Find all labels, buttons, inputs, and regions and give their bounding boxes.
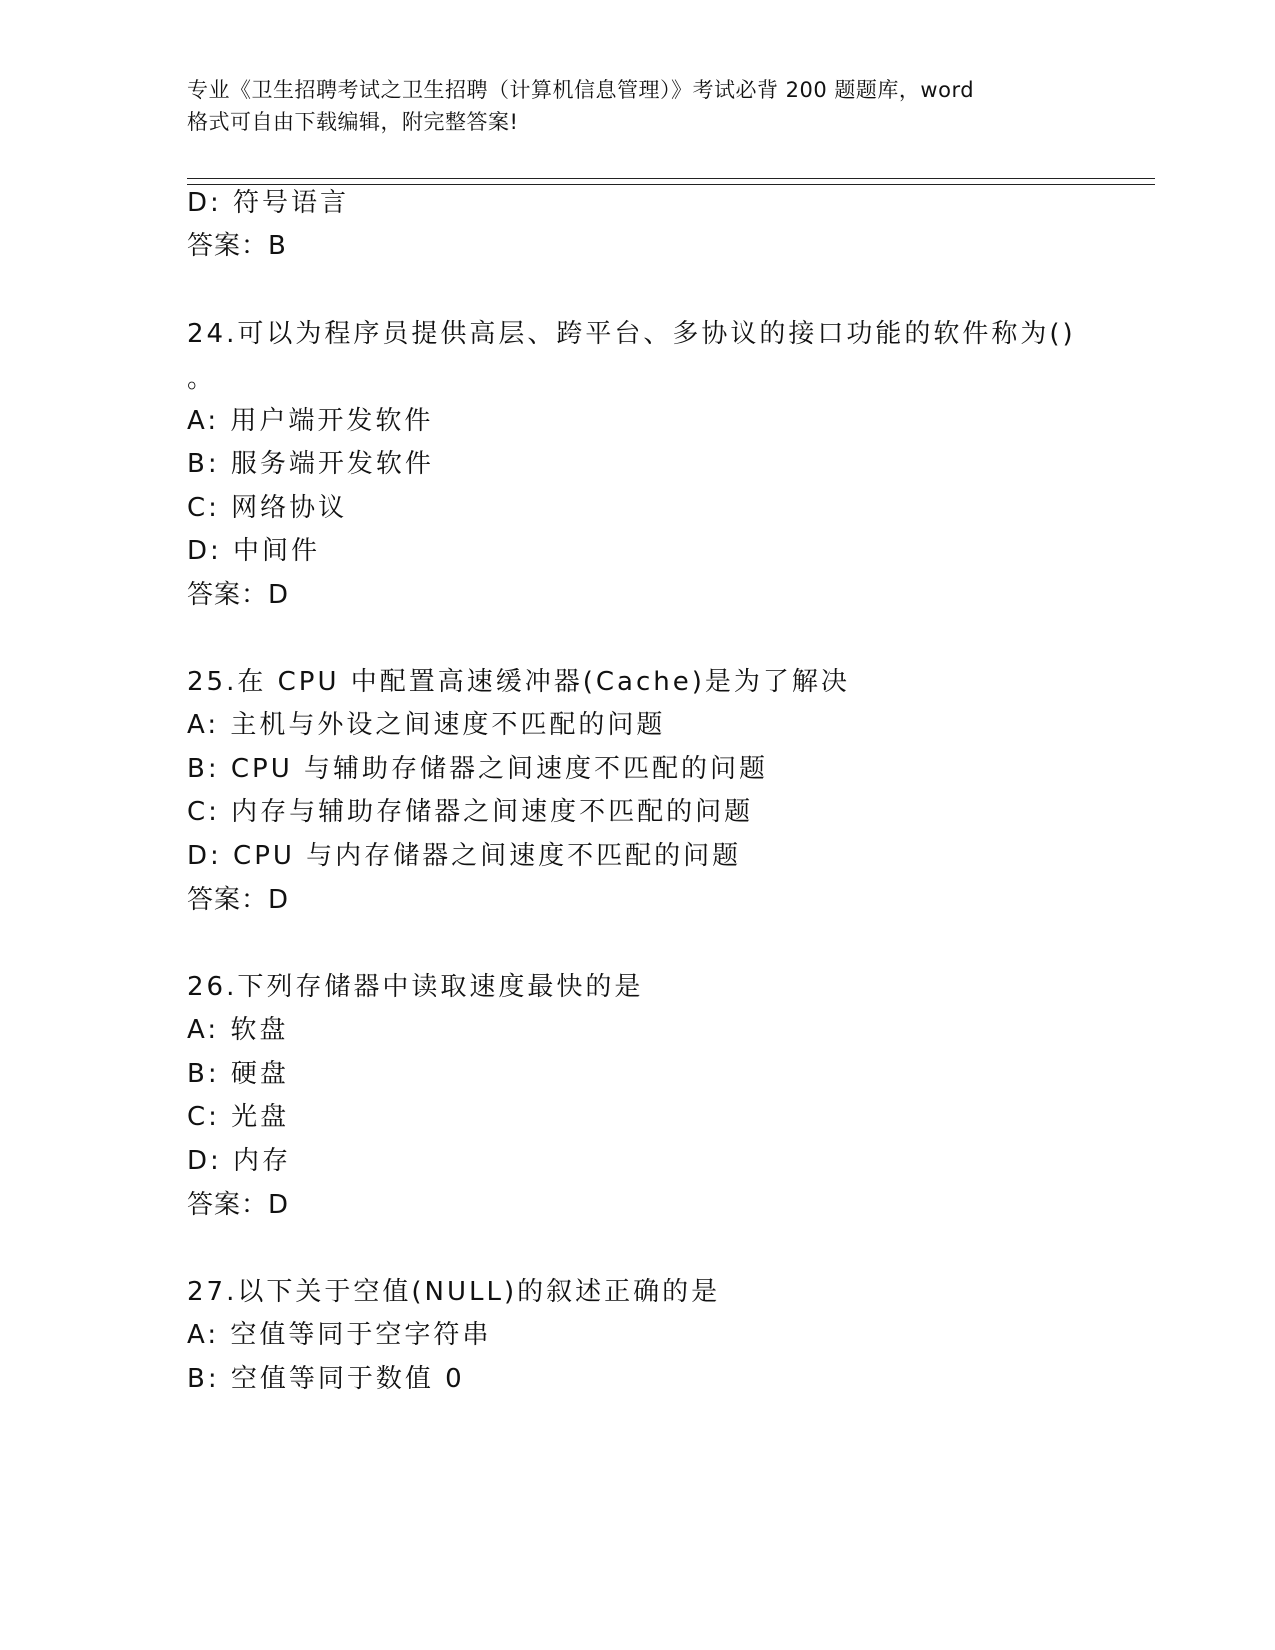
question-24-stem: 24.可以为程序员提供高层、跨平台、多协议的接口功能的软件称为() <box>187 319 1076 349</box>
question-26-option-c: C: 光盘 <box>187 1102 290 1132</box>
question-24-stem-cont: 。 <box>187 364 217 394</box>
document-header <box>187 74 1087 138</box>
question-25-option-c: C: 内存与辅助存储器之间速度不匹配的问题 <box>187 797 754 827</box>
header-divider-top <box>187 178 1155 179</box>
question-24-option-b: B: 服务端开发软件 <box>187 449 434 479</box>
question-24-answer: 答案：D <box>187 580 290 610</box>
question-25-option-d: D: CPU 与内存储器之间速度不匹配的问题 <box>187 841 742 871</box>
header-line-2: 格式可自由下载编辑，附完整答案! <box>187 110 519 134</box>
question-25-option-b: B: CPU 与辅助存储器之间速度不匹配的问题 <box>187 754 768 784</box>
header-divider-bottom <box>187 184 1155 185</box>
header-line-1: 专业《卫生招聘考试之卫生招聘（计算机信息管理）》考试必背 200 题题库，word <box>187 78 975 102</box>
question-26-stem: 26.下列存储器中读取速度最快的是 <box>187 972 644 1002</box>
option-d: D: 符号语言 <box>187 188 350 218</box>
question-27-stem: 27.以下关于空值(NULL)的叙述正确的是 <box>187 1277 721 1307</box>
question-25-stem: 25.在 CPU 中配置高速缓冲器(Cache)是为了解决 <box>187 667 850 697</box>
question-27-option-a: A: 空值等同于空字符串 <box>187 1320 492 1350</box>
question-24-option-c: C: 网络协议 <box>187 493 348 523</box>
question-26-option-d: D: 内存 <box>187 1146 292 1176</box>
question-25-answer: 答案：D <box>187 885 290 915</box>
question-26-option-a: A: 软盘 <box>187 1015 289 1045</box>
question-24-option-d: D: 中间件 <box>187 536 321 566</box>
question-25-option-a: A: 主机与外设之间速度不匹配的问题 <box>187 710 666 740</box>
question-24-option-a: A: 用户端开发软件 <box>187 406 434 436</box>
question-27-option-b: B: 空值等同于数值 0 <box>187 1364 465 1394</box>
question-26-answer: 答案：D <box>187 1190 290 1220</box>
answer-label: 答案：B <box>187 231 287 261</box>
question-26-option-b: B: 硬盘 <box>187 1059 289 1089</box>
